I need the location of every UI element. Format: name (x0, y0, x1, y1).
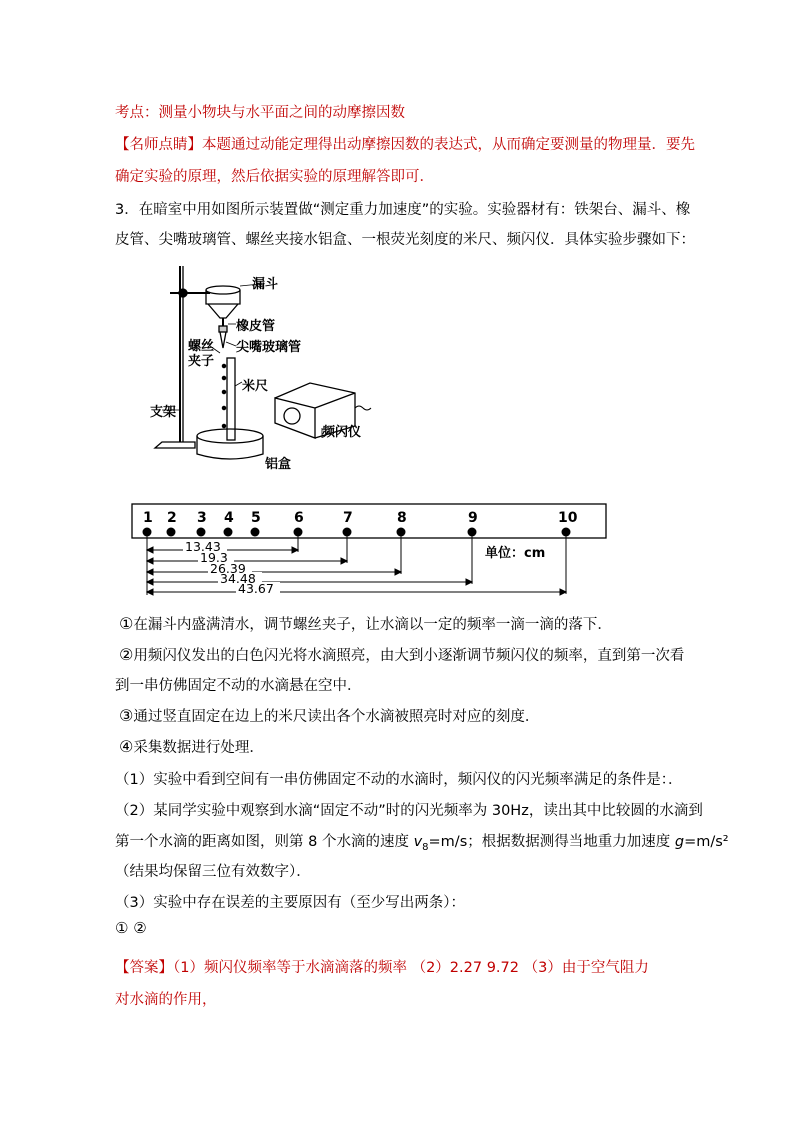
ruler-number: 3 (197, 510, 207, 526)
velocity-subscript: 8 (422, 841, 429, 853)
subq-2b-text-2: =m/s；根据数据测得当地重力加速度 (428, 834, 675, 850)
step-3-mark: ③ (119, 706, 134, 725)
question-line-1: 3．在暗室中用如图所示装置做“测定重力加速度”的实验。实验器材有：铁架台、漏斗、橡 (115, 202, 691, 218)
dimension-arrowhead (466, 579, 472, 585)
ruler-number: 10 (558, 510, 578, 526)
comment-line-1 (115, 135, 695, 155)
water-drop-dot (197, 528, 206, 537)
dimension-arrowhead (147, 589, 153, 595)
label-screw-clip-1: 螺丝 (188, 339, 215, 354)
subq-2b (115, 832, 729, 858)
dimension-arrowhead (147, 547, 153, 553)
ruler-number: 4 (224, 510, 234, 526)
label-screw-clip-2: 夹子 (188, 354, 215, 369)
ruler-number: 6 (294, 510, 304, 526)
label-strobe: 频闪仪 (322, 425, 362, 440)
comment-text-1: 本题通过动能定理得出动摩擦因数的表达式，从而确定要测量的物理量．要先 (202, 137, 695, 153)
label-rubber-tube: 橡皮管 (236, 319, 276, 334)
comment-line-2: 确定实验的原理，然后依据实验的原理解答即可． (115, 169, 434, 185)
step-2a (119, 645, 684, 666)
label-box: 铝盒 (265, 457, 292, 472)
label-glass-tube: 尖嘴玻璃管 (236, 340, 302, 355)
step-1 (119, 614, 612, 635)
ruler-number: 9 (468, 510, 478, 526)
ruler-unit: 单位：cm (485, 546, 546, 561)
ruler-distance-label: 34.48 (220, 571, 256, 586)
step-3 (119, 706, 539, 727)
subq-2b-text-3: =m/s² (684, 834, 729, 850)
label-meter-rule: 米尺 (242, 379, 269, 394)
ruler-distance-label: 26.39 (210, 561, 246, 576)
water-drop-dot (468, 528, 477, 537)
ruler-distance-label: 19.3 (200, 550, 228, 565)
ruler-figure (130, 502, 610, 597)
comment-tag: 【名师点睛】 (115, 137, 202, 153)
ruler-number: 8 (397, 510, 407, 526)
water-drop-dot (251, 528, 260, 537)
dimension-arrowhead (341, 558, 347, 564)
dimension-arrowhead (147, 579, 153, 585)
subq-2c: （结果均保留三位有效数字）． (115, 864, 311, 880)
step-2b: 到一串仿佛固定不动的水滴悬在空中． (115, 678, 362, 694)
subq-2a: （2）某同学实验中观察到水滴“固定不动”时的闪光频率为 30Hz，读出其中比较圆的水滴到 (115, 803, 703, 819)
subq-1: （1）实验中看到空间有一串仿佛固定不动的水滴时，频闪仪的闪光频率满足的条件是：． (115, 772, 683, 788)
water-drop-dot (224, 528, 233, 537)
answer-text-1: （1）频闪仪频率等于水滴滴落的频率 （2）2.27 9.72 （3）由于空气阻力 (173, 960, 649, 976)
ruler-number: 5 (251, 510, 261, 526)
apparatus-figure (150, 258, 410, 473)
subq-2b-text-1: 第一个水滴的距离如图，则第 8 个水滴的速度 (115, 834, 414, 850)
water-drop-dot (167, 528, 176, 537)
step-4-text: 采集数据进行处理． (133, 740, 264, 756)
dimension-arrowhead (560, 589, 566, 595)
step-3-text: 通过竖直固定在边上的米尺读出各个水滴被照亮时对应的刻度． (133, 709, 540, 725)
velocity-symbol: v (413, 834, 423, 850)
water-drop-dot (143, 528, 152, 537)
water-drop-dot (562, 528, 571, 537)
ruler-number: 7 (343, 510, 353, 526)
step-2-mark: ② (119, 645, 134, 664)
step-4 (119, 737, 264, 758)
dimension-arrowhead (147, 569, 153, 575)
dimension-arrowhead (395, 569, 401, 575)
answer-line-2: 对水滴的作用， (115, 992, 217, 1008)
ruler-distance-label: 43.67 (238, 581, 274, 596)
ruler-number: 2 (167, 510, 177, 526)
gravity-symbol: g (674, 834, 685, 850)
ruler-number: 1 (143, 510, 153, 526)
step-1-mark: ① (119, 614, 134, 633)
step-1-text: 在漏斗内盛满清水，调节螺丝夹子，让水滴以一定的频率一滴一滴的落下． (133, 617, 612, 633)
step-4-mark: ④ (119, 737, 134, 756)
label-stand: 支架 (150, 405, 177, 420)
answer-line-1 (115, 958, 649, 978)
dimension-arrowhead (147, 558, 153, 564)
water-drop-dot (343, 528, 352, 537)
dimension-arrowhead (292, 547, 298, 553)
step-2-text-a: 用频闪仪发出的白色闪光将水滴照亮，由大到小逐渐调节频闪仪的频率，直到第一次看 (133, 648, 685, 664)
label-funnel: 漏斗 (252, 277, 279, 292)
subq-3: （3）实验中存在误差的主要原因有（至少写出两条）： (115, 895, 465, 911)
question-line-2: 皮管、尖嘴玻璃管、螺丝夹接水铝盒、一根荧光刻度的米尺、频闪仪．具体实验步骤如下： (115, 232, 695, 248)
answer-tag: 【答案】 (115, 960, 173, 976)
water-drop-dot (397, 528, 406, 537)
kaodian-line: 考点：测量小物块与水平面之间的动摩擦因数 (115, 105, 405, 121)
ruler-distance-label: 13.43 (185, 539, 221, 554)
water-drop-dot (294, 528, 303, 537)
subq-3-blanks: ① ② (115, 919, 147, 937)
